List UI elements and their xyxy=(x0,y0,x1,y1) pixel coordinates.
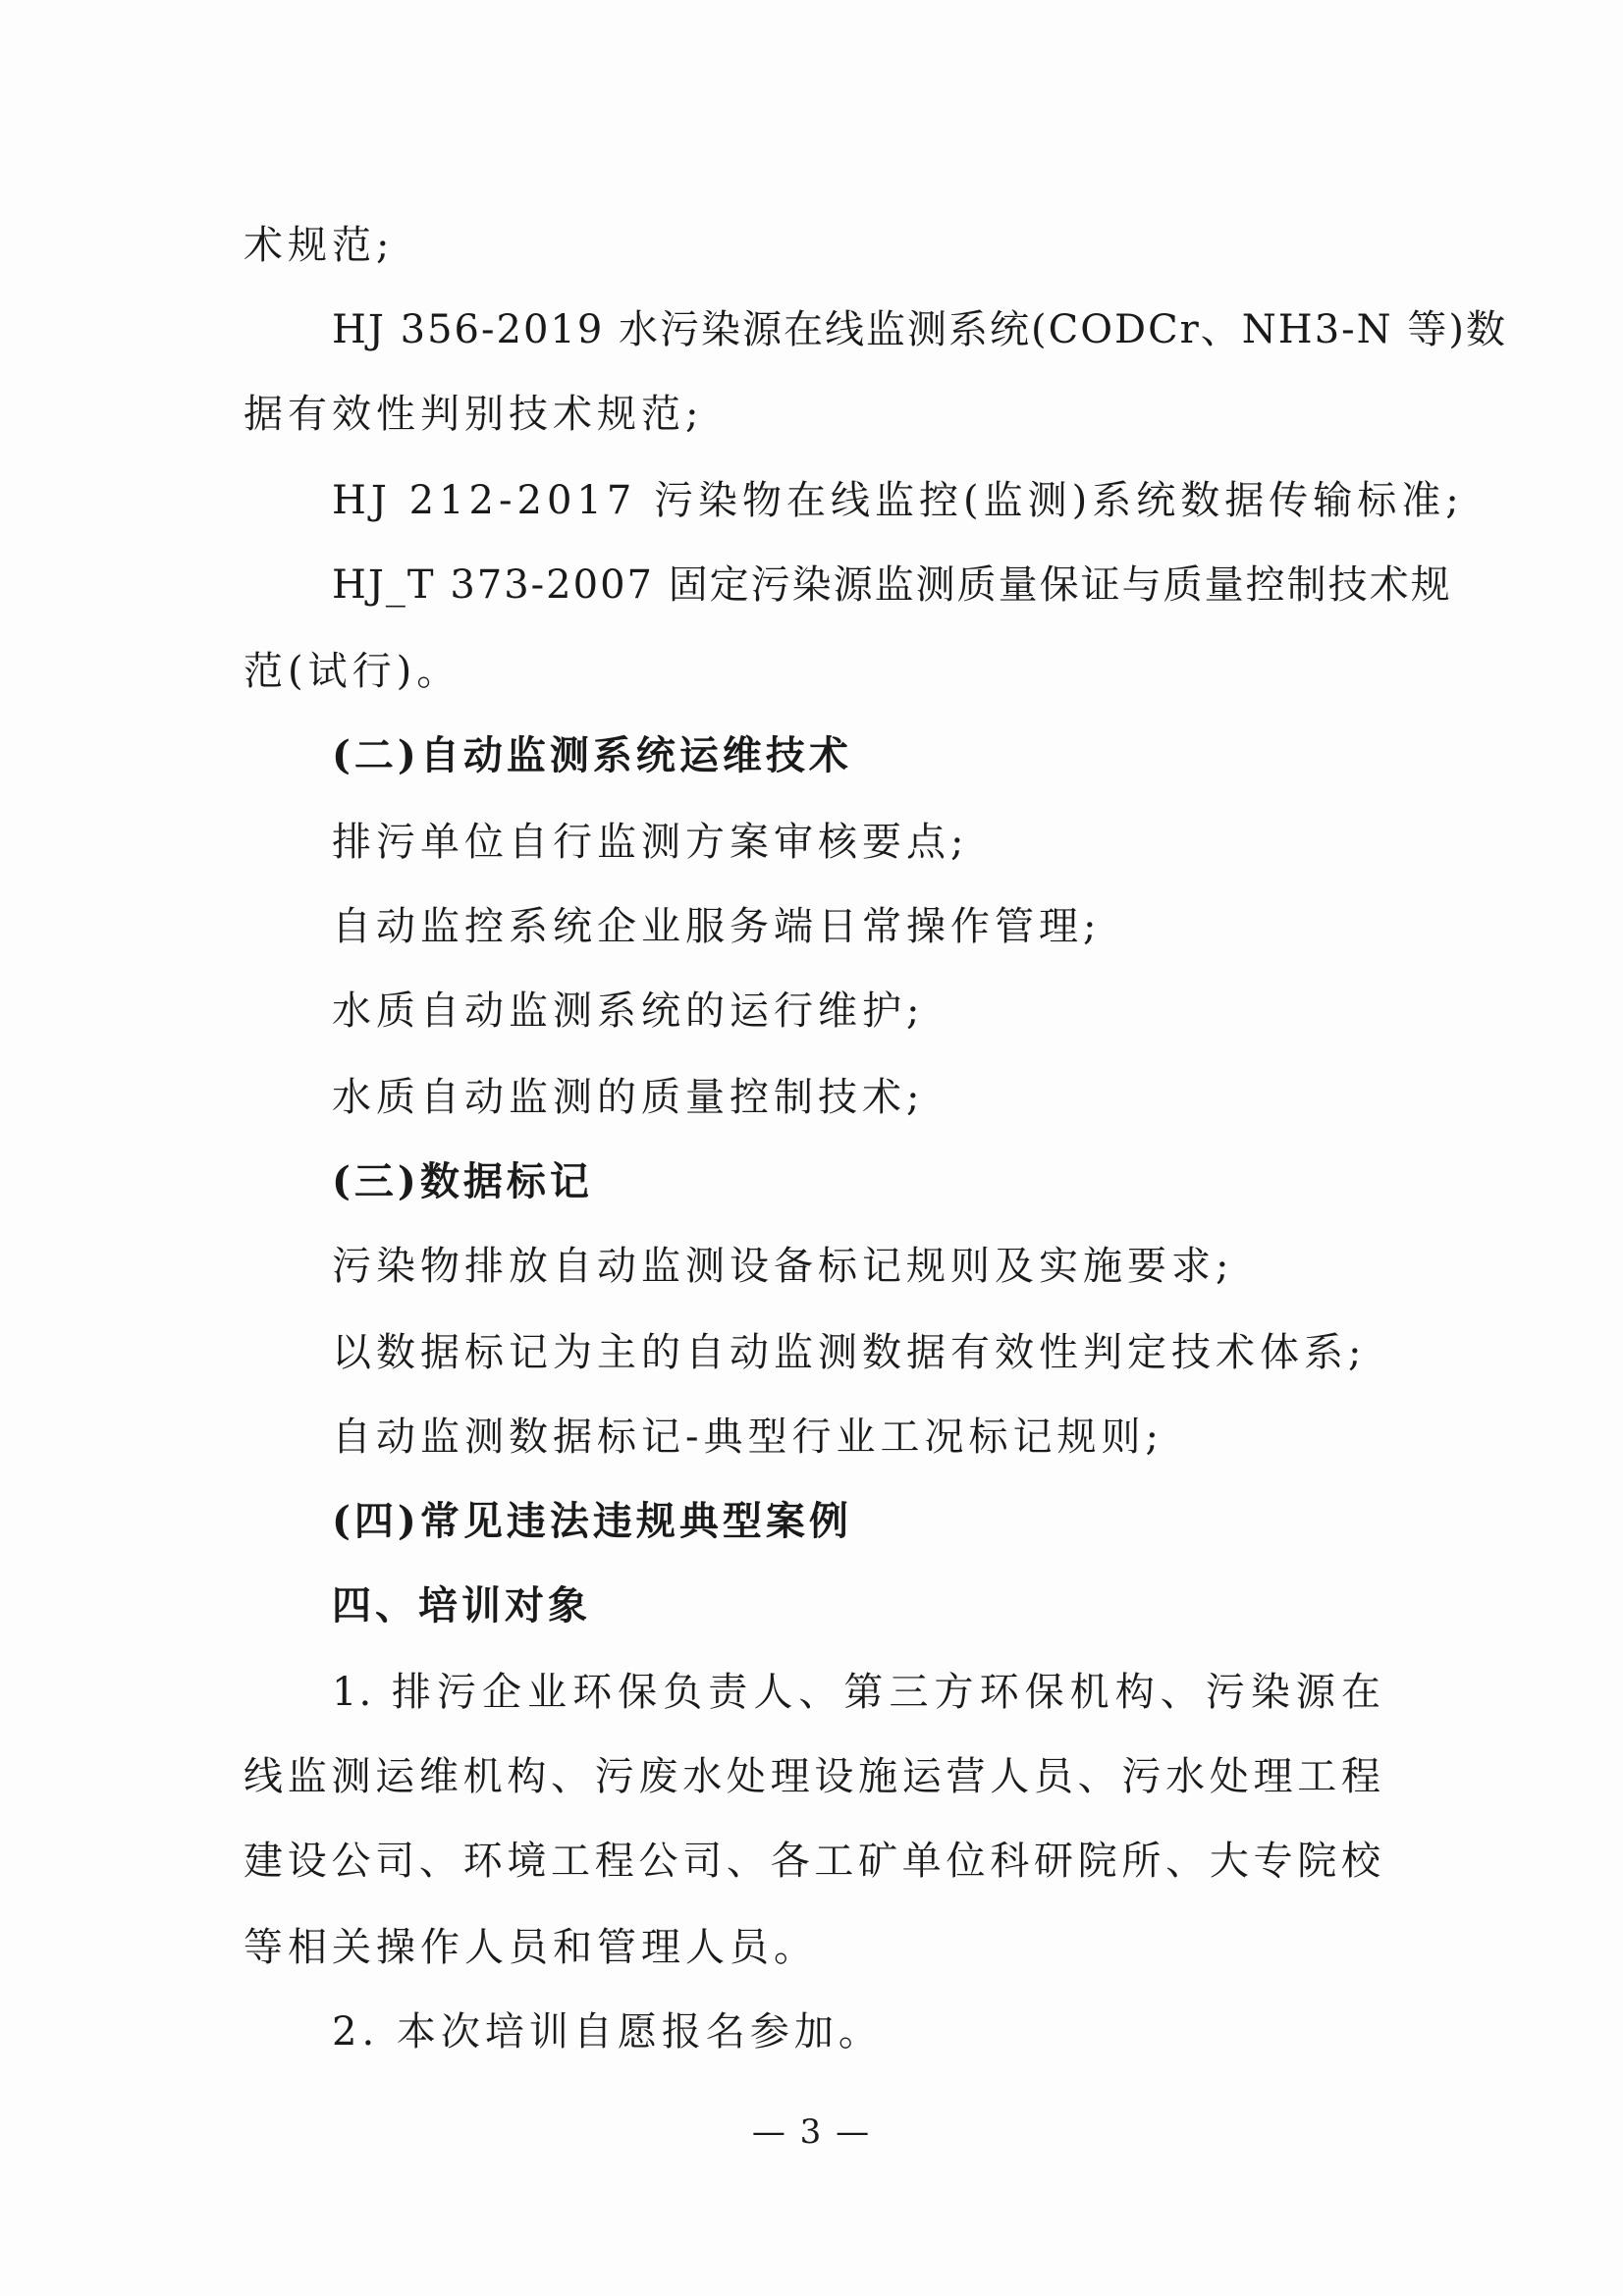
section-heading: (二)自动监测系统运维技术 xyxy=(332,732,852,778)
text-line: 污染物排放自动监测设备标记规则及实施要求; xyxy=(332,1244,1234,1289)
text-line: HJ 212-2017 污染物在线监控(监测)系统数据传输标准; xyxy=(332,478,1464,523)
text-line: 自动监测数据标记-典型行业工况标记规则; xyxy=(332,1415,1163,1460)
text-line: HJ 356-2019 水污染源在线监测系统(CODCr、NH3-N 等)数 xyxy=(332,307,1507,352)
text-line: HJ_T 373-2007 固定污染源监测质量保证与质量控制技术规 xyxy=(332,562,1452,608)
section-heading: 四、培训对象 xyxy=(332,1582,591,1629)
section-heading: (四)常见违法违规典型案例 xyxy=(332,1498,852,1544)
text-line: 1. 排污企业环保负责人、第三方环保机构、污染源在 xyxy=(332,1670,1382,1715)
section-heading: (三)数据标记 xyxy=(332,1158,593,1204)
text-line: 以数据标记为主的自动监测数据有效性判定技术体系; xyxy=(332,1330,1367,1375)
text-line: 线监测运维机构、污废水处理设施运营人员、污水处理工程 xyxy=(243,1754,1382,1799)
page-number: — 3 — xyxy=(751,2112,872,2152)
text-line: 术规范; xyxy=(243,223,395,268)
text-line: 水质自动监测系统的运行维护; xyxy=(332,988,925,1034)
text-line: 2. 本次培训自愿报名参加。 xyxy=(332,2009,883,2055)
text-line: 排污单位自行监测方案审核要点; xyxy=(332,820,969,865)
text-line: 范(试行)。 xyxy=(243,649,461,694)
text-line: 建设公司、环境工程公司、各工矿单位科研院所、大专院校 xyxy=(243,1839,1382,1884)
text-line: 等相关操作人员和管理人员。 xyxy=(243,1925,818,1970)
text-line: 自动监控系统企业服务端日常操作管理; xyxy=(332,904,1102,949)
text-line: 水质自动监测的质量控制技术; xyxy=(332,1075,925,1120)
text-line: 据有效性判别技术规范; xyxy=(243,392,704,437)
